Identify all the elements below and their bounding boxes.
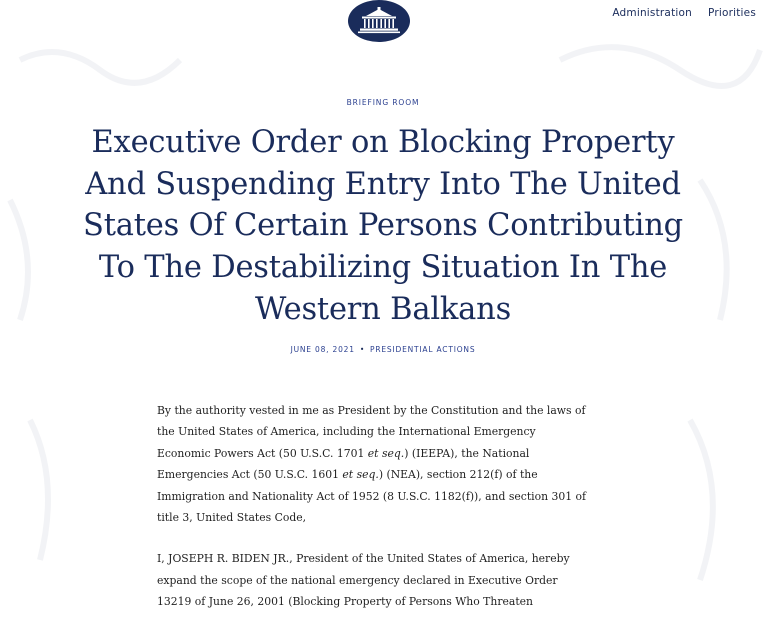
text-line: title 3, United States Code, (157, 511, 307, 525)
page-title: Executive Order on Blocking Property And Suspending Entry Into The United States Of Certain Persons Contributing To The Destabilizing Situation In The Western Balkans (83, 125, 683, 327)
briefing-room-link[interactable]: BRIEFING ROOM (346, 98, 420, 107)
top-navigation (612, 7, 756, 19)
paragraph-declaration (157, 548, 607, 612)
text-line: Immigration and Nationality Act of 1952 (8 U.S.C. 1182(f)), and section 301 of (157, 489, 587, 503)
text-line: 13219 of June 26, 2001 (Blocking Property of Persons Who Threaten (157, 595, 534, 609)
category-link[interactable]: PRESIDENTIAL ACTIONS (370, 345, 476, 354)
white-house-logo[interactable] (348, 0, 410, 42)
article-body (157, 400, 607, 633)
white-house-seal-icon (357, 6, 401, 36)
nav-link-priorities[interactable]: Priorities (707, 7, 756, 19)
nav-link-administration[interactable]: Administration (612, 7, 692, 19)
meta-separator: • (359, 345, 366, 354)
paragraph-authority (157, 400, 607, 528)
article-meta (0, 345, 766, 354)
publish-date: JUNE 08, 2021 (290, 345, 355, 354)
text-line: expand the scope of the national emergency declared in Executive Order (157, 573, 558, 587)
text-line: the United States of America, including the International Emergency (157, 425, 536, 439)
text-line: By the authority vested in me as President by the Constitution and the laws of (157, 404, 586, 417)
text-line: Economic Powers Act (50 U.S.C. 1701 et seq.) (IEEPA), the National (157, 446, 530, 460)
text-line: Emergencies Act (50 U.S.C. 1601 et seq.) (NEA), section 212(f) of the (157, 468, 538, 482)
site-header (0, 0, 766, 60)
text-line: I, JOSEPH R. BIDEN JR., President of the United States of America, hereby (157, 552, 570, 566)
